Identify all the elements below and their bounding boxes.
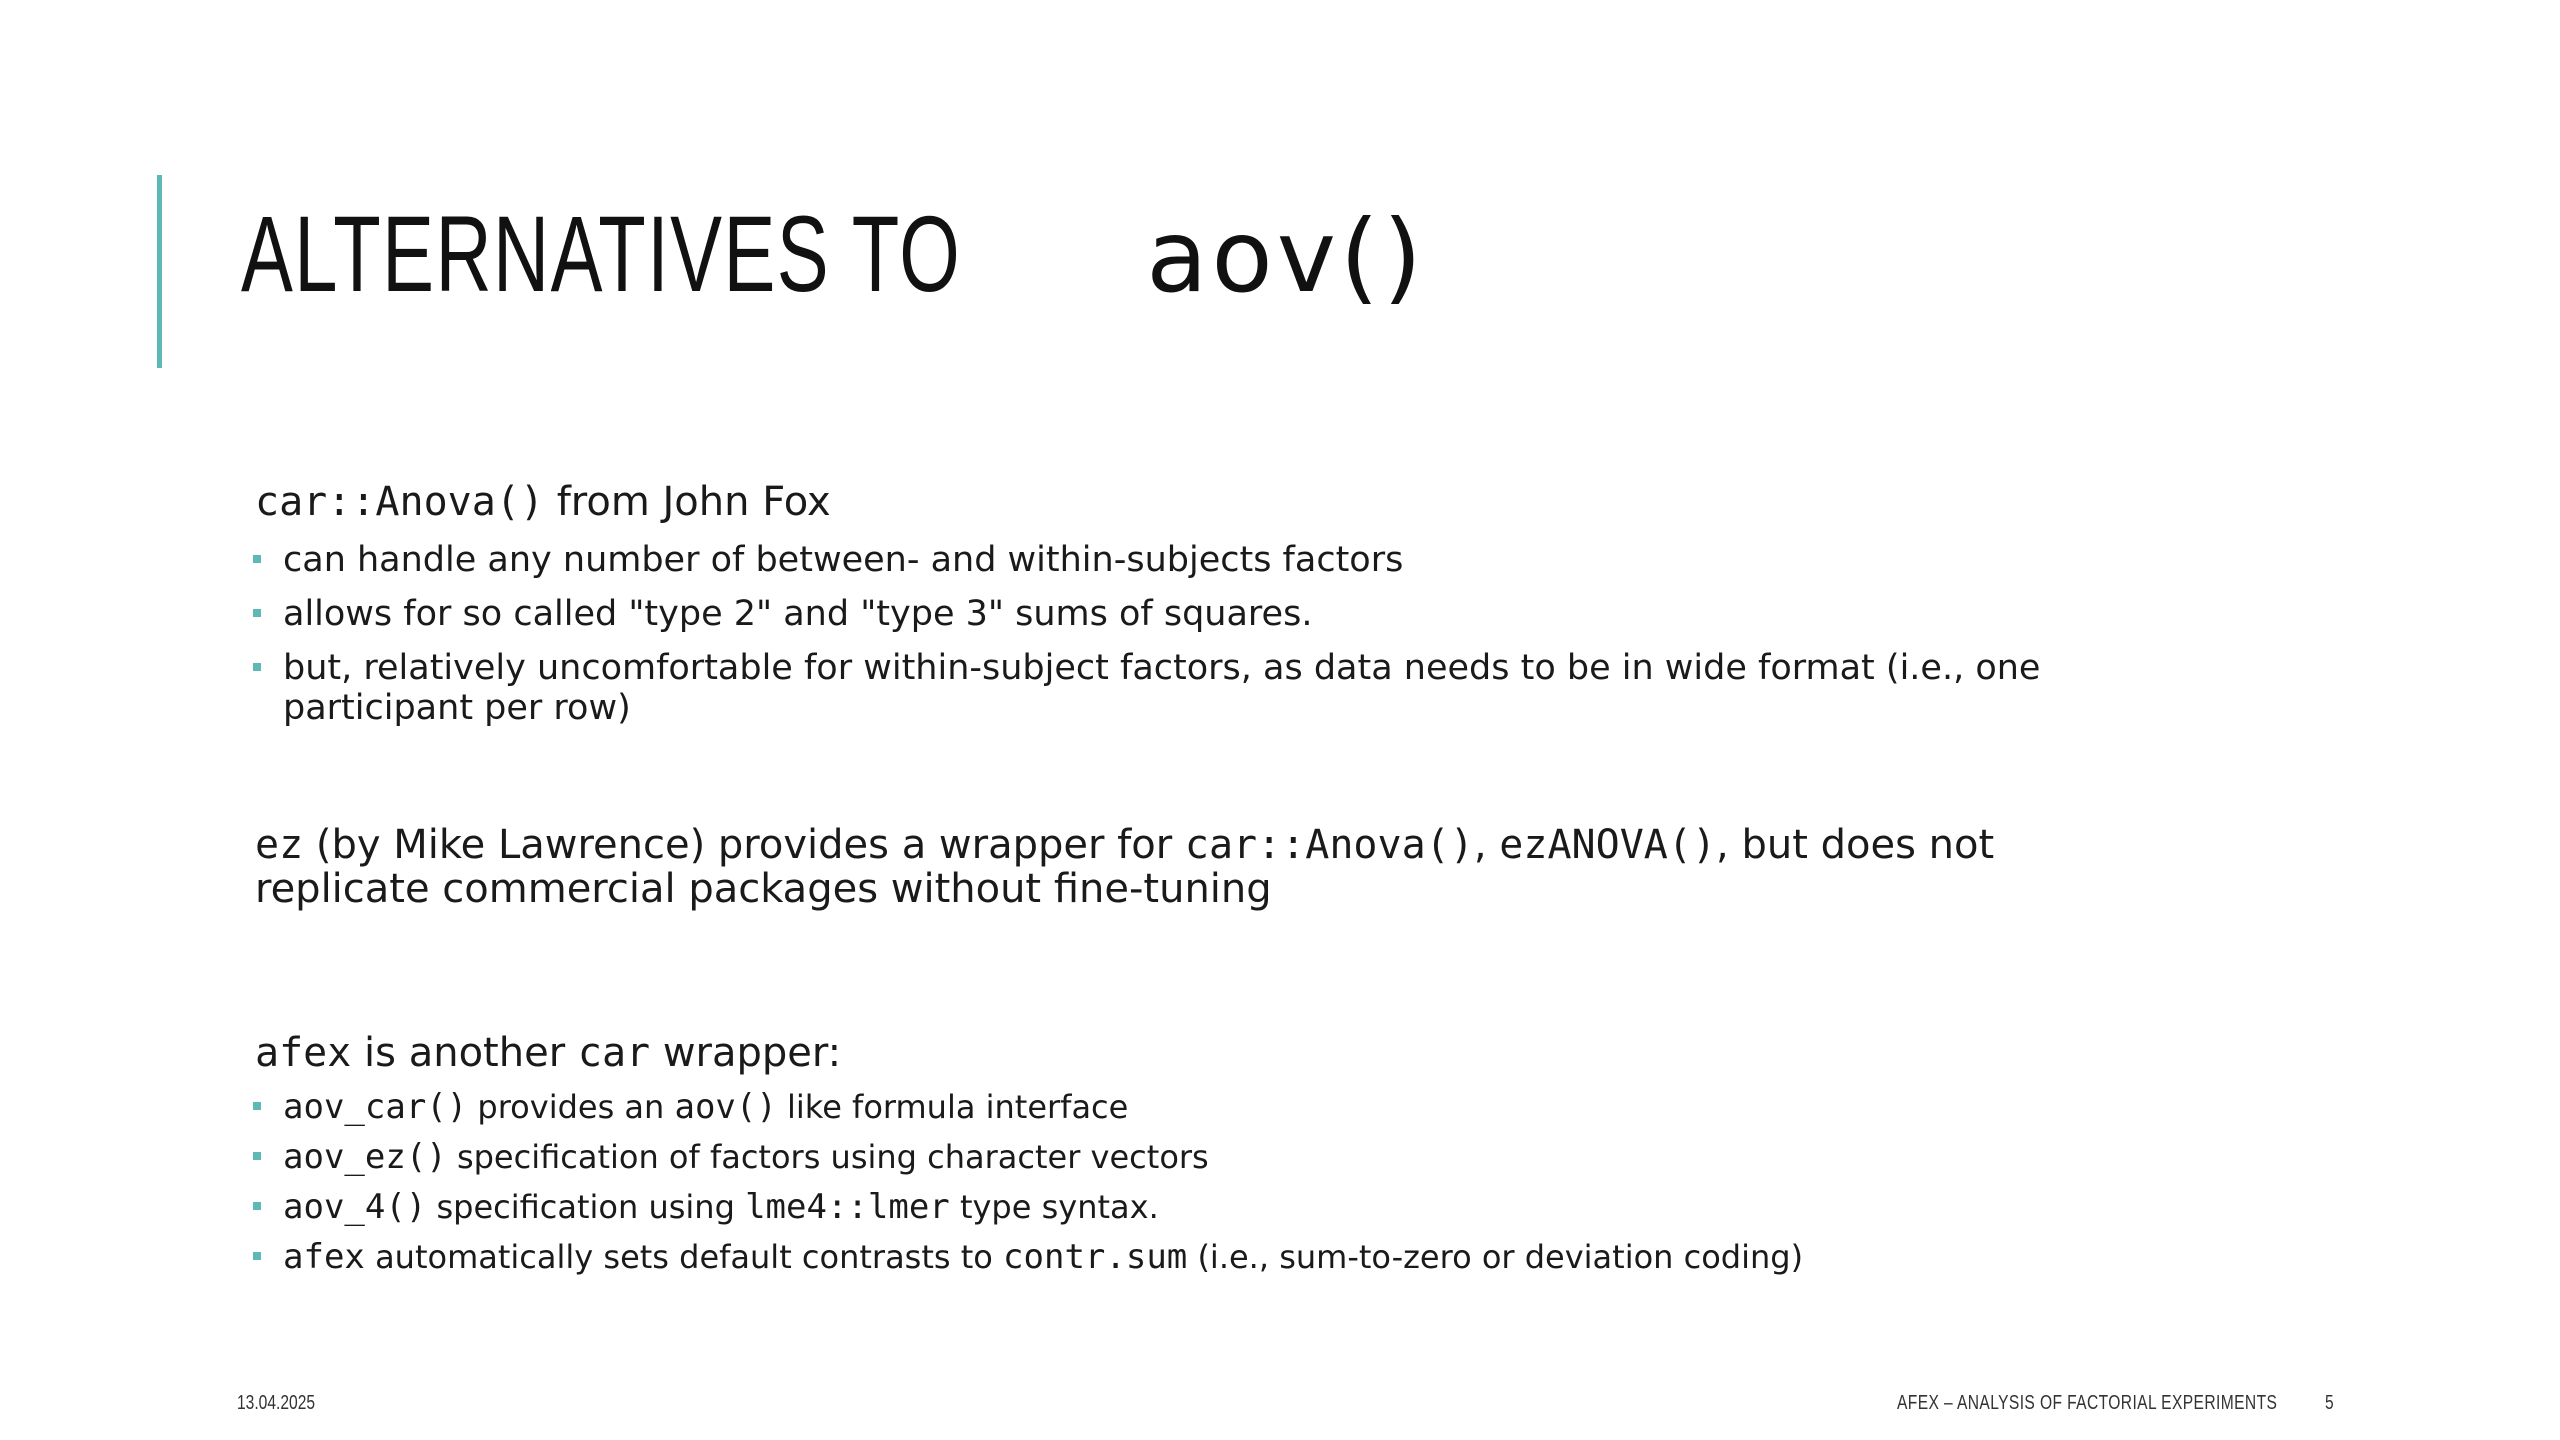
bullet-text: (i.e., sum-to-zero or deviation coding)	[1187, 1238, 1804, 1276]
slide-title-text: ALTERNATIVES TO	[241, 193, 962, 314]
bullet-marker	[253, 663, 261, 671]
title-accent-bar	[157, 175, 162, 368]
code-car-anova-inline: car::Anova()	[1184, 822, 1474, 868]
footer-page-number: 5	[2325, 1392, 2334, 1414]
bullet-marker	[253, 1202, 261, 1210]
list-item	[245, 1237, 2175, 1277]
heading-text: wrapper:	[650, 1030, 842, 1076]
paragraph-text: , but does not replicate commercial packages without fine-tuning	[255, 822, 1995, 912]
bullet-marker	[253, 1102, 261, 1110]
paragraph-text: (by Mike Lawrence) provides a wrapper for	[303, 822, 1185, 868]
bullet-list-afex	[245, 1087, 2175, 1277]
bullet-text: can handle any number of between- and within-subjects factors	[283, 540, 1404, 580]
bullet-text: but, relatively uncomfortable for within-subject factors, as data needs to be in wide format (i.e., one participant per row)	[283, 648, 2041, 728]
section-afex	[245, 1029, 2175, 1277]
bullet-text: specification using	[426, 1188, 746, 1226]
section-heading-afex	[245, 1029, 2175, 1077]
slide-title-code: aov()	[1146, 198, 1426, 315]
code-car-anova: car::Anova()	[255, 479, 544, 525]
heading-text-john-fox: from John Fox	[543, 479, 831, 525]
bullet-code: aov_car()	[283, 1087, 468, 1127]
section-ez	[245, 823, 2175, 911]
bullet-code: aov()	[674, 1087, 777, 1127]
heading-text: is another	[351, 1030, 578, 1076]
list-item	[245, 648, 2175, 728]
section-car-anova	[245, 478, 2175, 728]
list-item	[245, 1087, 2175, 1127]
bullet-marker	[253, 1252, 261, 1260]
bullet-text: allows for so called "type 2" and "type 3" sums of squares.	[283, 594, 1313, 634]
section-paragraph-ez	[245, 823, 2175, 911]
list-item	[245, 594, 2175, 634]
bullet-list-car-anova	[245, 540, 2175, 728]
bullet-text: provides an	[467, 1088, 675, 1126]
list-item	[245, 1137, 2175, 1177]
section-heading-car-anova	[245, 478, 2175, 526]
paragraph-text: ,	[1473, 822, 1500, 868]
bullet-code: contr.sum	[1003, 1237, 1188, 1277]
footer-title: AFEX – ANALYSIS OF FACTORIAL EXPERIMENTS	[1897, 1392, 2278, 1414]
code-ez: ez	[255, 822, 304, 868]
bullet-text: like formula interface	[776, 1088, 1129, 1126]
bullet-text: specification of factors using character vectors	[446, 1138, 1209, 1176]
bullet-marker	[253, 555, 261, 563]
code-car: car	[577, 1030, 651, 1076]
bullet-code: aov_4()	[283, 1187, 427, 1227]
bullet-text: automatically sets default contrasts to	[364, 1238, 1004, 1276]
code-ezanova: ezANOVA()	[1499, 822, 1717, 868]
list-item	[245, 1187, 2175, 1227]
list-item	[245, 540, 2175, 580]
slide-content	[245, 478, 2175, 1277]
bullet-marker	[253, 609, 261, 617]
bullet-code: lme4::lmer	[745, 1187, 950, 1227]
bullet-code: afex	[283, 1237, 365, 1277]
footer-date: 13.04.2025	[237, 1392, 316, 1414]
slide-title	[241, 193, 1426, 315]
bullet-marker	[253, 1152, 261, 1160]
bullet-code: aov_ez()	[283, 1137, 447, 1177]
bullet-text: type syntax.	[949, 1188, 1159, 1226]
code-afex: afex	[255, 1030, 352, 1076]
